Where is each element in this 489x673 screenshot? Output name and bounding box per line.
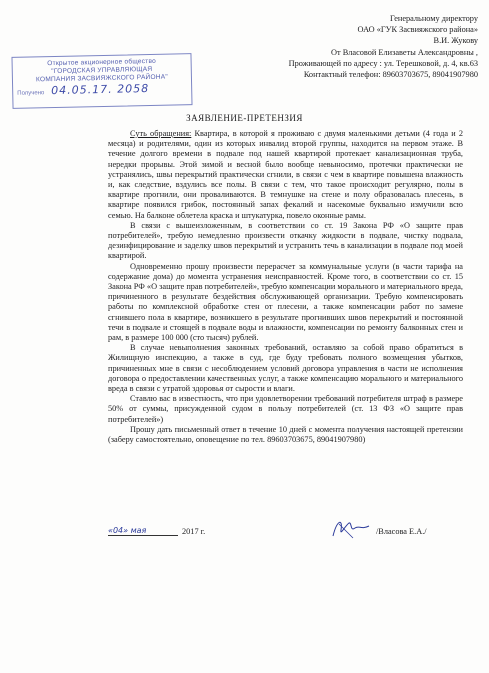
sender-phone: Контактный телефон: 89603703675, 89041907980 (303, 70, 478, 80)
addressee-company: ОАО «ГУК Засвияжского района» (357, 25, 478, 35)
signature-name: /Власова Е.А./ (376, 527, 427, 536)
addressee-name: В.И. Жукову (433, 36, 478, 46)
sender-name: От Власовой Елизаветы Александровны , (331, 47, 478, 57)
paragraph-6: Прошу дать письменный ответ в течение 10 дней с момента получения настоящей претензии (заберу самостоятельно, оповещение по тел. 89603703675, 89041907980) (108, 424, 463, 445)
paragraph-3: Одновременно прошу произвести перерасчет за коммунальные услуги (в части тарифа на содержание дома) до момента устранения неисправностей. Кроме того, в соответствии со ст. 15 Закона РФ «О защите прав потребителей», требую компенсации морального и материального вреда, причиненного в результате бездействия обслуживающей организации. Требую компенсировать работы по комплексной обработке стен от плесени, а также компенсации работ по замене сгнившего пола в квартире, возникшего в результате прогнивших швов перекрытий и постоянной течи в подвале и стоящей в подвале воды и влажности, компенсации по ремонту балконных стен и рам, в размере 100 000 (сто тысяч) рублей. (108, 261, 463, 343)
document-body (108, 129, 463, 445)
paragraph-5: Ставлю вас в известность, что при удовлетворении требований потребителя штраф в размере 50% от суммы, присужденной судом в пользу потребителей (ст. 13 ФЗ «О защите прав потребителей») (108, 394, 463, 424)
paragraph-4: В случае невыполнения законных требований, оставляю за собой право обратиться в Жилищную инспекцию, а также в суд, где буду требовать полного возмещения убытков, причиненных мне в связи с несоблюдением условий договора управления в части не исполнения договора о предоставлении качественных услуг, а также компенсацию морального и материального вреда в связи с утратой здоровья от сырости и влаги. (108, 343, 463, 394)
handwritten-date: «04» мая (108, 526, 147, 535)
subject-label: Суть обращения: (130, 129, 192, 138)
date-year: 2017 г. (182, 527, 206, 536)
document-title: ЗАЯВЛЕНИЕ-ПРЕТЕНЗИЯ (186, 113, 303, 123)
addressee-block (252, 13, 478, 80)
sender-address: Проживающей по адресу : ул. Терешковой, д. 4, кв.63 (288, 58, 478, 68)
handwritten-signature (325, 514, 375, 544)
received-stamp (11, 53, 192, 109)
date-underline (108, 535, 178, 536)
paragraph-2: В связи с вышеизложенным, в соответствии со ст. 19 Закона РФ «О защите прав потребителей», требую немедленно произвести откачку жидкости в подвале, чистку подвала, дезинфицирование и заделку швов перекрытий и устранить течь в канализации в подвале под моей квартирой. (108, 220, 463, 261)
stamp-date: 04.05.17. 2058 (51, 82, 150, 98)
stamp-organization: Открытое акционерное общество "ГОРОДСКАЯ УПРАВЛЯЮЩАЯ КОМПАНИЯ ЗАСВИЯЖСКОГО РАЙОНА" (35, 57, 168, 84)
addressee-position: Генеральному директору (390, 14, 478, 23)
stamp-received-label: Получено (17, 90, 45, 97)
paragraph-1: Суть обращения: Квартира, в которой я проживаю с двумя маленькими детьми (4 года и 2 месяца) и родителями, один из которых инвалид второй группы, находится на первом этаже. В течение долгого времени в подвале под нашей квартирой протекает канализационная труба, нередки прорывы. Этой зимой и весной было вообще невыносимо, протечки практически не устранялись, швы перекрытий практически сгнили, в связи с чем в квартире повышена влажность и, как следствие, вздулись все полы. В связи с тем, что такое происходит регулярно, полы в квартире прогнили, они проваливаются. В темнушке на стене и полу образовалась плесень, в квартире появился грибок, постоянный запах фекалий и насекомые буквально измучили всю семью. На балконе облетела краска и штукатурка, повело оконные рамы. (108, 129, 463, 220)
